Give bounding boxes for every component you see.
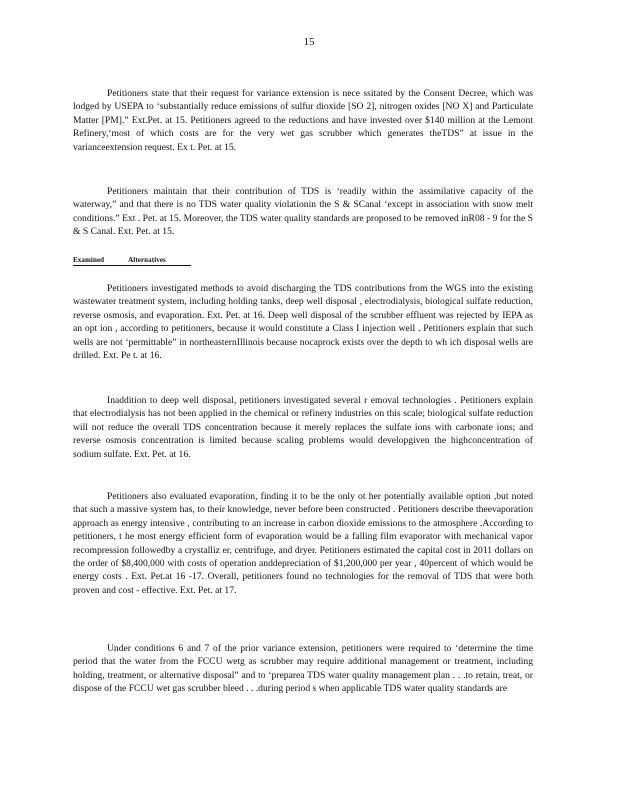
paragraph-6-text: Under conditions 6 and 7 of the prior variance extension, petitioners were required to ‘determine the time period that the water from the FCCU wetg as scrubber may require additional management or treatment, including holding, treatment, or alternative disposal” and to ‘preparea TDS water quality management plan . . .to retain, treat, or dispose of the FCCU wet gas scrubber bleed . . .during period s when applicable TDS water quality standards are [73,643,533,695]
paragraph-1 [73,87,533,154]
paragraph-2 [73,185,533,239]
paragraph-1-text: Petitioners state that their request for variance extension is nece ssitated by the Consent Decree, which was lodged by USEPA to ‘substantially reduce emissions of sulfur dioxide [SO 2], nitrogen oxides [NO X] and Particulate Matter [PM].” Ext.Pet. at 15. Petitioners agreed to the reductions and have invested over $140 million at the Lemont Refinery,‘most of which costs are for the very wet gas scrubber which generates theTDS” at issue in the varianceextension request. Ex t. Pet. at 15. [73,88,533,153]
paragraph-3-text: Petitioners investigated methods to avoid discharging the TDS contributions from the WGS into the existing wastewater treatment system, including holding tanks, deep well disposal , electrodialysis, biological sulfate reduction, reverse osmosis, and evaporation. Ext. Pet. at 16. Deep well disposal of the scrubber effluent was rejected by IEPA as an opt ion , according to petitioners, because it would constitute a Class I injection well . Petitioners explain that such wells are not ‘permittable” in northeasternIllinois because nocaprock exists over the depth to wh ich disposal wells are drilled. Ext. Pe t. at 16. [73,283,533,362]
paragraph-4-text: Inaddition to deep well disposal, petitioners investigated several r emoval technologies . Petitioners explain that electrodialysis has not been applied in the chemical or refinery industries on this scale; biological sulfate reduction will not reduce the overall TDS concentration because it merely replaces the sulfate ions with carbonate ions; and reverse osmosis concentration is limited because scaling problems would developgiven the highconcentration of sodium sulfate. Ext. Pet. at 16. [73,395,533,460]
heading-word-1: Examined [73,256,105,264]
paragraph-5-text: Petitioners also evaluated evaporation, finding it to be the only ot her potentially available option ,but noted that such a massive system has, to their knowledge, never before been constructed . Petitioners describe theevaporation approach as energy intensive , contributing to an increase in carbon dioxide emissions to the atmosphere .According to petitioners, t he most energy efficient form of evaporation would be a falling film evaporator with mechanical vapor recompression followedby a crystalliz er, centrifuge, and dryer. Petitioners estimated the capital cost in 2011 dollars on the order of $8,400,000 with costs of operation anddepreciation of $1,200,000 per year , 40percent of which would be energy costs . Ext. Pet.at 16 -17. Overall, petitioners found no technologies for the removal of TDS that were both proven and cost - effective. Ext. Pet. at 17. [73,491,533,596]
paragraph-4 [73,394,533,461]
page-number: 15 [303,36,315,48]
paragraph-3 [73,282,533,362]
paragraph-2-text: Petitioners maintain that their contribution of TDS is ‘readily within the assimilative capacity of the waterway,” and that there is no TDS water quality violationin the S & SCanal ‘except in association with snow melt conditions.” Ext . Pet. at 15. Moreover, the TDS water quality standards are proposed to be removed inR08 - 9 for the S & S Canal. Ext. Pet. at 15. [73,186,533,238]
section-heading [73,256,191,266]
paragraph-6 [73,642,533,696]
heading-word-2: Alternatives [128,256,166,264]
paragraph-5 [73,490,533,597]
